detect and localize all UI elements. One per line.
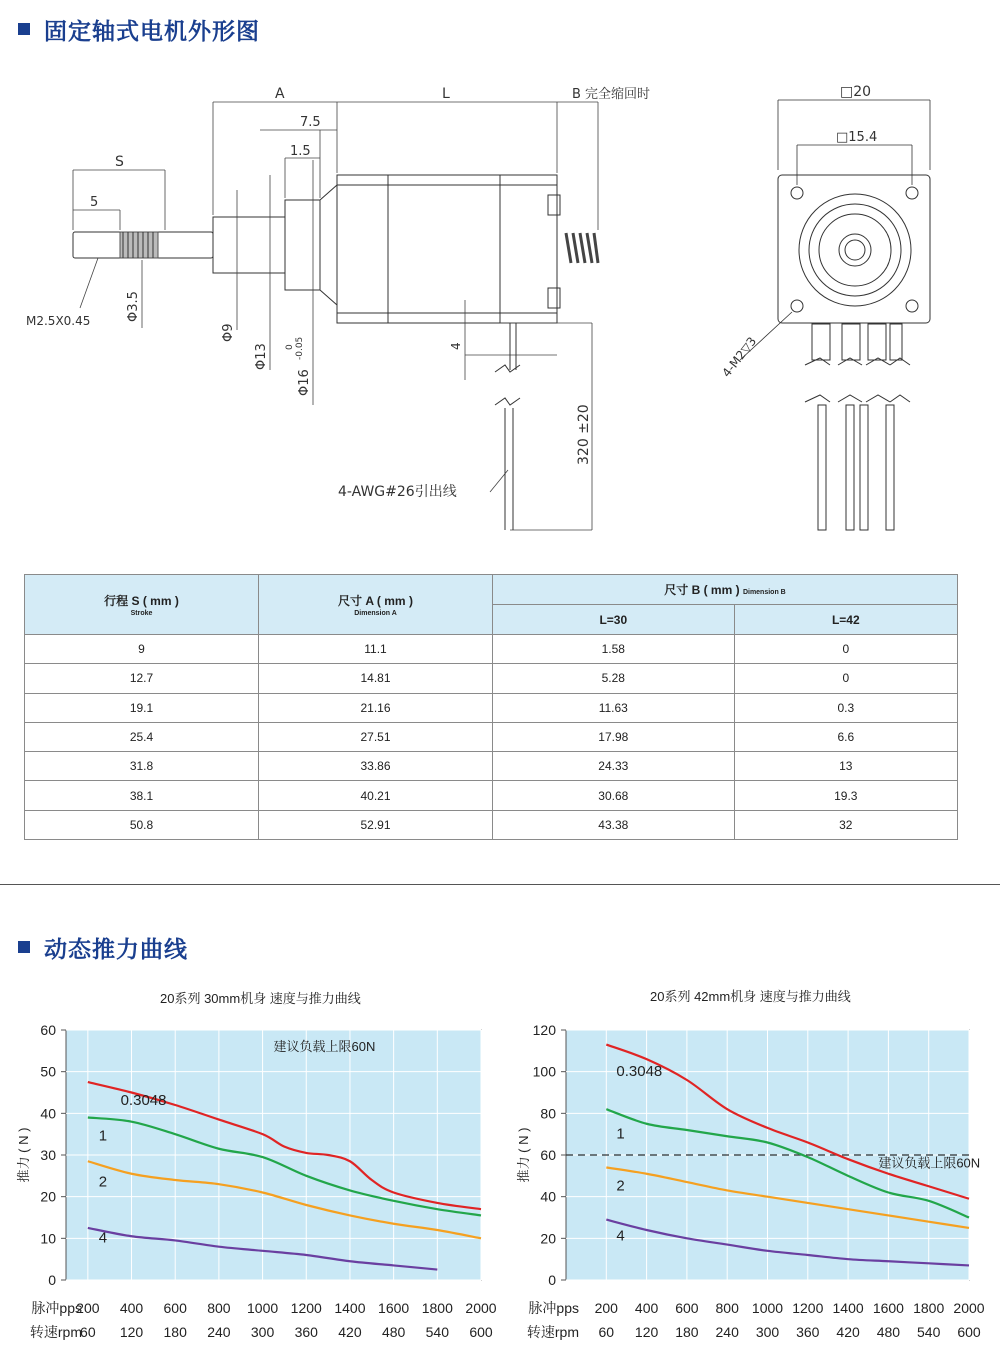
dim-B: B 完全缩回时 (572, 87, 651, 102)
square-20: □20 (840, 84, 872, 100)
x-tick-label: 540 (917, 1324, 941, 1340)
cell: 50.8 (25, 810, 259, 839)
cell: 11.63 (493, 693, 735, 722)
lead-wires (495, 323, 520, 530)
y-tick-label: 10 (40, 1230, 56, 1247)
annotation-0: 建议负载上限60N (878, 1155, 981, 1171)
cell: 40.21 (259, 781, 493, 810)
x-tick-label: 800 (715, 1300, 739, 1316)
cell: 12.7 (25, 664, 259, 693)
table-row (25, 635, 958, 664)
dimension-table (24, 574, 958, 840)
cell: 0 (734, 664, 957, 693)
section-divider (0, 884, 1000, 885)
series-label-0: 0.3048 (616, 1062, 663, 1080)
cell: 31.8 (25, 752, 259, 781)
dim-5: 5 (90, 195, 99, 210)
phi16-label: Φ16 (297, 369, 312, 396)
dim-1-5: 1.5 (290, 144, 311, 159)
collar (213, 217, 285, 273)
cell: 38.1 (25, 781, 259, 810)
table-row (25, 693, 958, 722)
y-tick-label: 60 (40, 1022, 56, 1038)
table-row (25, 752, 958, 781)
cell: 43.38 (493, 810, 735, 839)
cell: 24.33 (493, 752, 735, 781)
x-tick-label: 180 (675, 1324, 699, 1340)
series-label-1: 1 (98, 1127, 108, 1145)
series-label-1: 1 (616, 1125, 625, 1143)
dim-7-5: 7.5 (300, 115, 321, 130)
thrust-chart-42mm (505, 1010, 1000, 1350)
cell: 13 (734, 752, 957, 781)
x-tick-label: 1800 (421, 1300, 453, 1316)
x-tick-label: 360 (294, 1324, 318, 1340)
x-tick-label: 180 (163, 1324, 187, 1340)
series-label-3: 4 (616, 1227, 625, 1245)
y-tick-label: 20 (40, 1188, 56, 1205)
x-tick-label: 2000 (465, 1300, 497, 1316)
x-tick-label: 1800 (913, 1300, 945, 1316)
col-l30: L=30 (493, 605, 735, 635)
title-square-icon (18, 23, 30, 35)
cell: 6.6 (734, 722, 957, 751)
wire-label: 4-AWG#26引出线 (338, 484, 457, 500)
cell: 52.91 (259, 810, 493, 839)
motor-outline-drawing (0, 60, 1000, 560)
col-dim-b: 尺寸 B ( mm ) Dimension B (493, 575, 958, 605)
section-title-text: 动态推力曲线 (44, 936, 188, 963)
x-tick-label: 1200 (792, 1300, 824, 1316)
x-row-label-0: 脉冲pps (528, 1300, 579, 1316)
x-tick-label: 240 (207, 1324, 231, 1340)
x-tick-label: 400 (119, 1300, 144, 1316)
dim-A: A (275, 86, 285, 102)
x-tick-label: 540 (425, 1324, 449, 1340)
lead-length: 320 ±20 (576, 404, 592, 465)
cell: 30.68 (493, 781, 735, 810)
x-row-label-1: 转速rpm (526, 1324, 579, 1340)
table-row (25, 781, 958, 810)
phi9-label: Φ9 (221, 323, 236, 342)
x-tick-label: 600 (163, 1300, 187, 1316)
y-tick-label: 60 (540, 1147, 556, 1163)
y-tick-label: 30 (40, 1147, 56, 1163)
cell: 21.16 (259, 693, 493, 722)
y-tick-label: 80 (540, 1105, 556, 1122)
cell: 5.28 (493, 664, 735, 693)
x-tick-label: 1000 (751, 1300, 784, 1316)
dim-L: L (442, 86, 450, 102)
cell: 27.51 (259, 722, 493, 751)
x-tick-label: 120 (119, 1324, 144, 1340)
y-tick-label: 100 (532, 1063, 556, 1080)
cell: 0 (734, 635, 957, 664)
x-tick-label: 420 (338, 1324, 362, 1340)
x-tick-label: 300 (755, 1324, 780, 1340)
col-l42: L=42 (734, 605, 957, 635)
cell: 0.3 (734, 693, 957, 722)
section-title-text: 固定轴式电机外形图 (44, 18, 260, 45)
x-tick-label: 60 (598, 1324, 615, 1340)
series-label-2: 2 (98, 1173, 108, 1191)
y-tick-label: 120 (532, 1022, 556, 1038)
x-tick-label: 200 (76, 1300, 100, 1316)
dim-S: S (115, 154, 124, 170)
motor-body (337, 175, 557, 323)
x-row-label-1: 转速rpm (29, 1324, 82, 1340)
threaded-section (120, 232, 158, 258)
phi13-label: Φ13 (254, 343, 269, 370)
x-tick-label: 800 (207, 1300, 231, 1316)
section-title-curves (18, 932, 188, 962)
cell: 33.86 (259, 752, 493, 781)
x-row-label-0: 脉冲pps (31, 1300, 82, 1316)
x-tick-label: 420 (836, 1324, 860, 1340)
cell: 19.3 (734, 781, 957, 810)
rear-leadscrew (566, 233, 598, 263)
col-dim-a: 尺寸 A ( mm ) Dimension A (259, 575, 493, 635)
x-tick-label: 480 (381, 1324, 406, 1340)
x-tick-label: 1200 (290, 1300, 322, 1316)
y-axis-label: 推力 ( N ) (516, 1127, 531, 1183)
cell: 25.4 (25, 722, 259, 751)
x-tick-label: 120 (634, 1324, 659, 1340)
x-tick-label: 1600 (378, 1300, 410, 1316)
y-tick-label: 40 (540, 1188, 556, 1205)
flange (285, 200, 320, 290)
chart2-title: 20系列 42mm机身 速度与推力曲线 (650, 989, 851, 1004)
tol-top: 0 (285, 344, 295, 350)
table-row (25, 664, 958, 693)
dimension-lines (73, 102, 598, 530)
x-tick-label: 400 (634, 1300, 659, 1316)
y-axis-label: 推力 ( N ) (16, 1127, 31, 1183)
cell: 1.58 (493, 635, 735, 664)
x-tick-label: 2000 (953, 1300, 985, 1316)
phi3-5-label: Φ3.5 (126, 291, 141, 322)
series-label-3: 4 (98, 1229, 108, 1247)
title-square-icon (18, 941, 30, 953)
col-stroke: 行程 S ( mm ) Stroke (25, 575, 259, 635)
x-tick-label: 480 (876, 1324, 901, 1340)
front-view (740, 100, 930, 530)
dim-4: 4 (449, 342, 463, 350)
cell: 9 (25, 635, 259, 664)
table-row (25, 810, 958, 839)
x-tick-label: 1000 (247, 1300, 279, 1316)
series-label-2: 2 (616, 1177, 625, 1195)
cell: 14.81 (259, 664, 493, 693)
y-tick-label: 0 (548, 1272, 556, 1288)
y-tick-label: 0 (48, 1272, 56, 1288)
x-tick-label: 360 (796, 1324, 820, 1340)
cell: 11.1 (259, 635, 493, 664)
cell: 19.1 (25, 693, 259, 722)
x-tick-label: 1400 (832, 1300, 864, 1316)
x-tick-label: 1400 (334, 1300, 366, 1316)
thrust-chart-30mm (0, 1010, 500, 1350)
x-tick-label: 1600 (872, 1300, 904, 1316)
x-tick-label: 300 (250, 1324, 275, 1340)
thread-label: M2.5X0.45 (26, 314, 91, 328)
y-tick-label: 20 (540, 1230, 556, 1247)
x-tick-label: 600 (469, 1324, 493, 1340)
y-tick-label: 50 (40, 1063, 56, 1080)
x-tick-label: 600 (675, 1300, 699, 1316)
cell: 32 (734, 810, 957, 839)
cell: 17.98 (493, 722, 735, 751)
y-tick-label: 40 (40, 1105, 56, 1122)
x-tick-label: 600 (957, 1324, 981, 1340)
section-title-drawing (18, 14, 260, 44)
table-row (25, 722, 958, 751)
tol-bottom: -0.05 (295, 336, 305, 360)
chart1-title: 20系列 30mm机身 速度与推力曲线 (160, 991, 361, 1006)
x-tick-label: 240 (715, 1324, 739, 1340)
x-tick-label: 200 (594, 1300, 618, 1316)
holes-label: 4-M2▽3 (719, 334, 760, 380)
x-tick-label: 60 (80, 1324, 96, 1340)
square-15-4: □15.4 (836, 130, 878, 145)
annotation-0: 建议负载上限60N (273, 1038, 376, 1054)
series-label-0: 0.3048 (120, 1092, 167, 1109)
